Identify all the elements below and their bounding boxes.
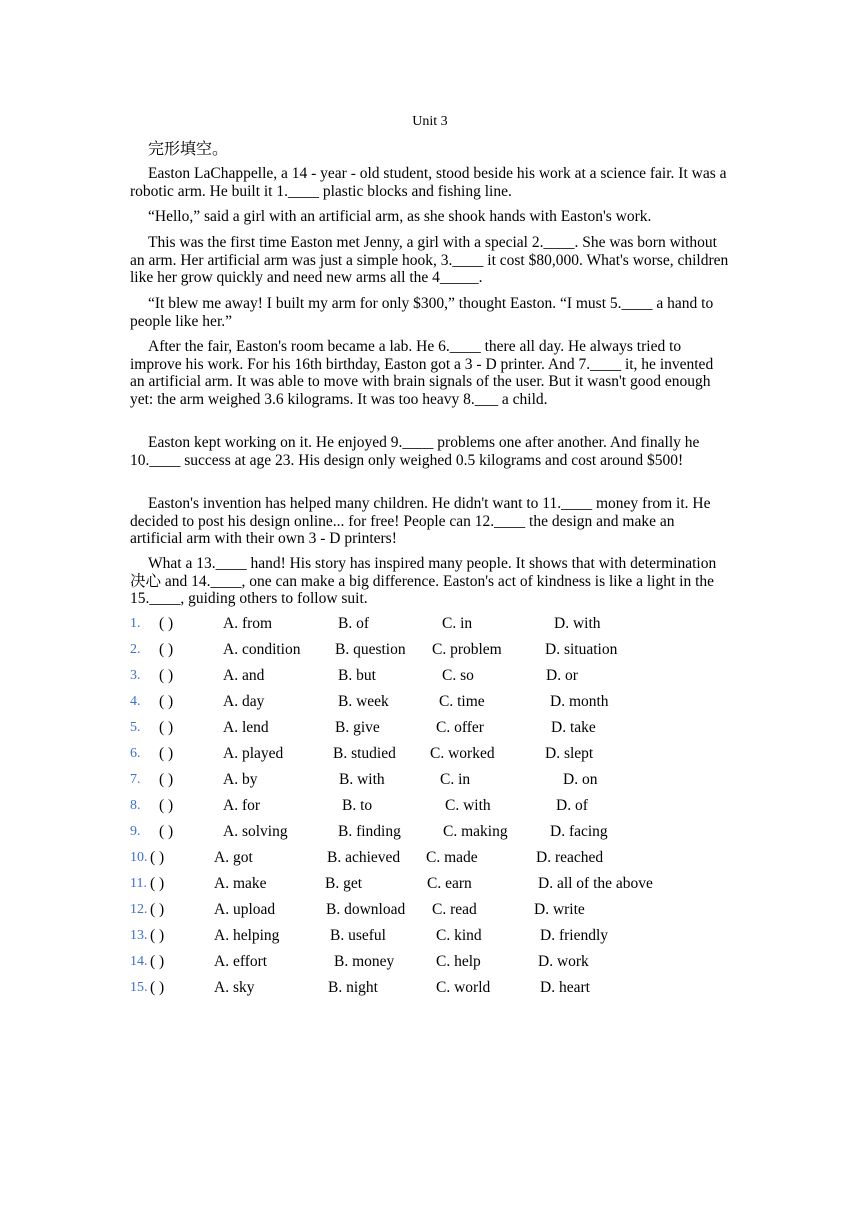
option-d: D. work [538, 953, 589, 970]
answer-blank[interactable]: ( ) [159, 667, 174, 684]
question-number: 4. [130, 694, 141, 709]
paragraph-text: “Hello,” said a girl with an artificial arm, as she shook hands with Easton's work. [148, 208, 652, 225]
option-a: A. sky [214, 979, 255, 996]
passage-paragraph-5 [130, 338, 730, 408]
option-a: A. lend [223, 719, 269, 736]
option-d: D. month [550, 693, 609, 710]
answer-blank[interactable]: ( ) [159, 693, 174, 710]
option-c: C. help [436, 953, 481, 970]
option-c: C. offer [436, 719, 484, 736]
option-d: D. situation [545, 641, 618, 658]
paragraph-text: “It blew me away! I built my arm for only $300,” thought Easton. “I must 5.____ a hand to people like her.” [130, 295, 714, 330]
option-d: D. or [546, 667, 578, 684]
answer-blank[interactable]: ( ) [159, 615, 174, 632]
passage-paragraph-2 [130, 208, 730, 226]
option-a: A. and [223, 667, 265, 684]
option-c: C. making [443, 823, 508, 840]
question-number: 14. [130, 954, 148, 969]
passage-paragraph-7 [130, 495, 730, 548]
option-a: A. make [214, 875, 267, 892]
paragraph-text: After the fair, Easton's room became a lab. He 6.____ there all day. He always tried to improve his work. For his 16th birthday, Easton got a 3 - D printer. And 7.____ it, he invented an artificial arm. It was able to move with brain signals of the user. But it wasn't good enough yet: the arm weighed 3.6 kilograms. It was too heavy 8.___ a child. [130, 338, 714, 408]
answer-blank[interactable]: ( ) [159, 641, 174, 658]
question-number: 3. [130, 668, 141, 683]
paragraph-text: Easton kept working on it. He enjoyed 9.____ problems one after another. And finally he 10.____ success at age 23. His design only weighed 0.5 kilograms and cost around $500! [130, 434, 700, 469]
question-number: 1. [130, 616, 141, 631]
option-d: D. on [563, 771, 598, 788]
option-b: B. money [334, 953, 395, 970]
option-b: B. question [335, 641, 406, 658]
answer-blank[interactable]: ( ) [159, 719, 174, 736]
option-c: C. earn [427, 875, 472, 892]
option-d: D. slept [545, 745, 594, 762]
question-number: 12. [130, 902, 148, 917]
option-d: D. all of the above [538, 875, 653, 892]
option-b: B. give [335, 719, 380, 736]
option-c: C. worked [430, 745, 495, 762]
passage-paragraph-8 [130, 555, 730, 608]
option-c: C. problem [432, 641, 502, 658]
answer-blank[interactable]: ( ) [150, 979, 165, 996]
option-b: B. useful [330, 927, 386, 944]
option-a: A. condition [223, 641, 301, 658]
question-number: 10. [130, 850, 148, 865]
option-c: C. kind [436, 927, 482, 944]
option-a: A. day [223, 693, 265, 710]
option-a: A. played [223, 745, 284, 762]
option-d: D. reached [536, 849, 604, 866]
answer-blank[interactable]: ( ) [159, 771, 174, 788]
option-a: A. got [214, 849, 253, 866]
option-a: A. from [223, 615, 273, 632]
paragraph-text: This was the first time Easton met Jenny, a girl with a special 2.____. She was born without an arm. Her artificial arm was just a simple hook, 3.____ it cost $80,000. What's worse, children like her grow quickly and need new arms all the 4_____. [130, 234, 729, 286]
option-c: C. with [445, 797, 491, 814]
paragraph-text: Easton's invention has helped many children. He didn't want to 11.____ money from it. He decided to post his design online... for free! People can 12.____ the design and make an artificial arm with their own 3 - D printers! [130, 495, 711, 547]
option-b: B. studied [333, 745, 396, 762]
question-number: 8. [130, 798, 141, 813]
section-heading: 完形填空。 [148, 139, 229, 158]
option-d: D. of [556, 797, 588, 814]
option-b: B. but [338, 667, 376, 684]
passage-paragraph-3 [130, 234, 730, 287]
option-b: B. with [339, 771, 385, 788]
option-b: B. achieved [327, 849, 401, 866]
option-a: A. solving [223, 823, 288, 840]
option-c: C. in [442, 615, 473, 632]
answer-blank[interactable]: ( ) [150, 927, 165, 944]
answer-blank[interactable]: ( ) [159, 823, 174, 840]
option-b: B. of [338, 615, 369, 632]
option-a: A. for [223, 797, 261, 814]
question-number: 15. [130, 980, 148, 995]
question-number: 2. [130, 642, 141, 657]
option-c: C. time [439, 693, 485, 710]
option-d: D. take [551, 719, 596, 736]
option-d: D. friendly [540, 927, 609, 944]
passage-paragraph-6 [130, 434, 730, 469]
option-d: D. facing [550, 823, 608, 840]
option-c: C. world [436, 979, 491, 996]
option-d: D. write [534, 901, 585, 918]
option-d: D. heart [540, 979, 590, 996]
option-c: C. read [432, 901, 477, 918]
option-b: B. download [326, 901, 406, 918]
answer-blank[interactable]: ( ) [150, 875, 165, 892]
option-b: B. finding [338, 823, 401, 840]
option-c: C. so [442, 667, 474, 684]
question-number: 6. [130, 746, 141, 761]
question-number: 11. [130, 876, 147, 891]
passage-paragraph-1 [130, 165, 730, 200]
option-a: A. by [223, 771, 258, 788]
answer-blank[interactable]: ( ) [150, 849, 165, 866]
paragraph-text: What a 13.____ hand! His story has inspired many people. It shows that with determination 决心 and 14.____, one can make a big difference. Easton's act of kindness is like a light in the 15.____, guiding others to follow suit. [130, 555, 717, 607]
option-c: C. in [440, 771, 471, 788]
answer-blank[interactable]: ( ) [159, 797, 174, 814]
passage-paragraph-4 [130, 295, 730, 330]
answer-blank[interactable]: ( ) [159, 745, 174, 762]
option-d: D. with [554, 615, 601, 632]
option-a: A. upload [214, 901, 276, 918]
option-c: C. made [426, 849, 478, 866]
option-a: A. effort [214, 953, 268, 970]
option-b: B. night [328, 979, 378, 996]
option-b: B. to [342, 797, 373, 814]
option-b: B. week [338, 693, 389, 710]
page-title: Unit 3 [412, 114, 448, 129]
option-a: A. helping [214, 927, 280, 944]
question-number: 7. [130, 772, 141, 787]
question-number: 13. [130, 928, 148, 943]
option-b: B. get [325, 875, 363, 892]
answer-blank[interactable]: ( ) [150, 953, 165, 970]
paragraph-text: Easton LaChappelle, a 14 - year - old student, stood beside his work at a science fair. It was a robotic arm. He built it 1.____ plastic blocks and fishing line. [130, 165, 727, 200]
question-number: 5. [130, 720, 141, 735]
answer-blank[interactable]: ( ) [150, 901, 165, 918]
question-number: 9. [130, 824, 141, 839]
